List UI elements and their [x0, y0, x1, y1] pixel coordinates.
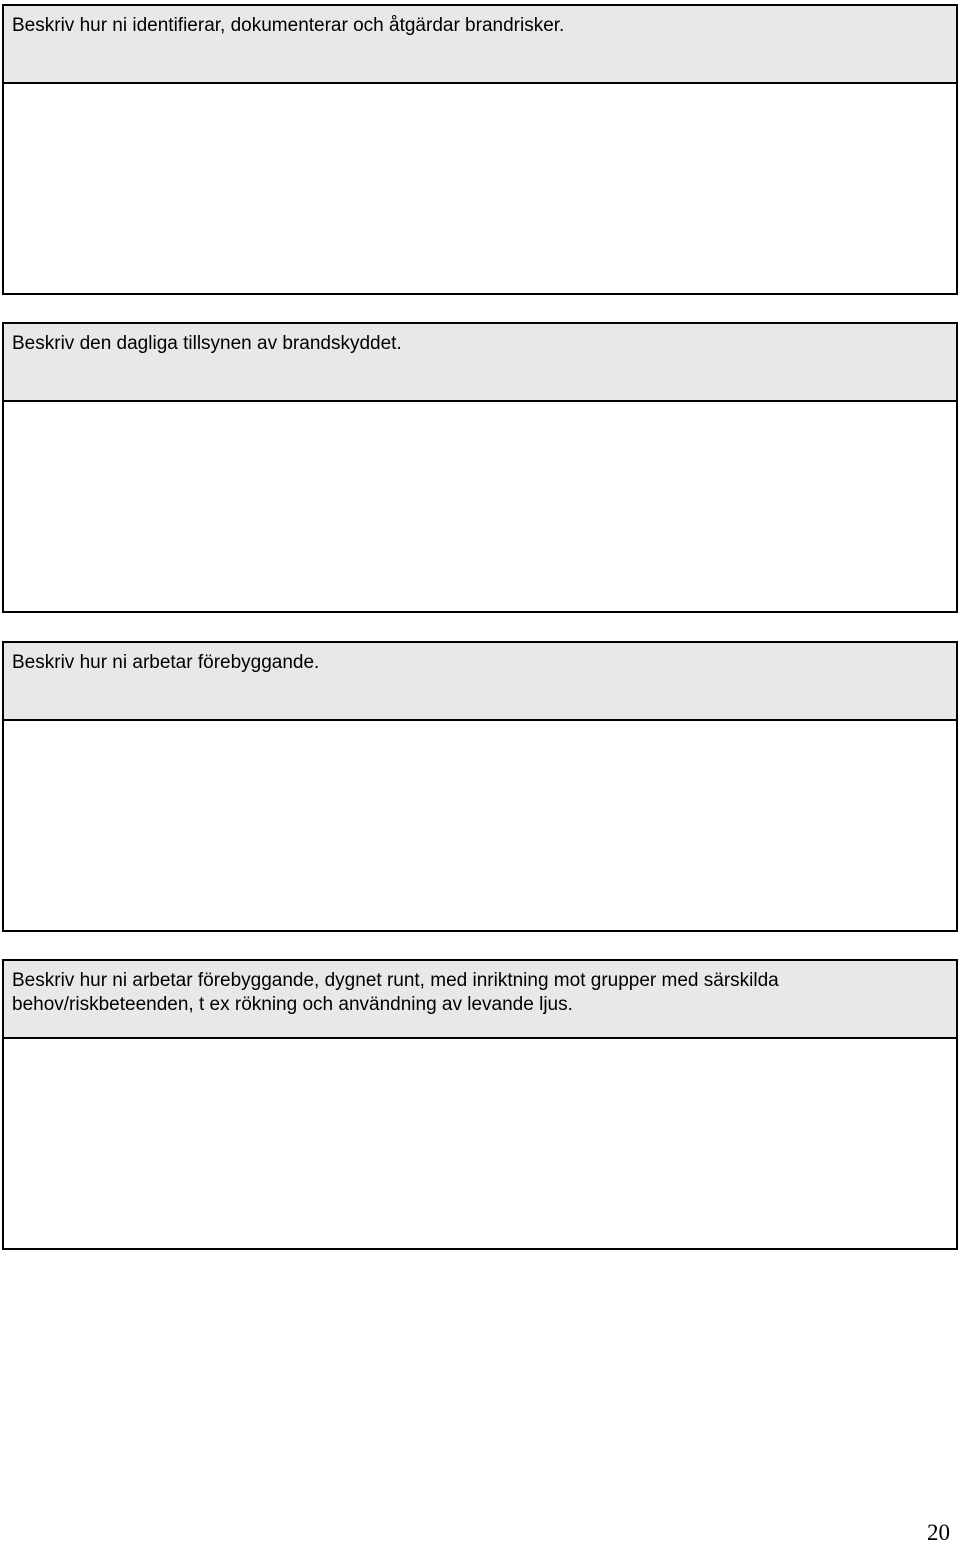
question-block-fire-risks [2, 4, 958, 295]
question-prompt: Beskriv hur ni identifierar, dokumenterar och åtgärdar brandrisker. [4, 6, 956, 84]
question-block-daily-supervision [2, 322, 958, 613]
answer-field[interactable] [4, 84, 956, 293]
question-block-preventive-work [2, 641, 958, 932]
question-prompt: Beskriv den dagliga tillsynen av brandskyddet. [4, 324, 956, 402]
question-block-special-needs-groups [2, 959, 958, 1250]
answer-field[interactable] [4, 402, 956, 611]
question-prompt: Beskriv hur ni arbetar förebyggande, dygnet runt, med inriktning mot grupper med särskilda behov/riskbeteenden, t ex rökning och användning av levande ljus. [4, 961, 956, 1039]
answer-field[interactable] [4, 721, 956, 930]
page-number: 20 [927, 1520, 950, 1545]
question-prompt: Beskriv hur ni arbetar förebyggande. [4, 643, 956, 721]
answer-field[interactable] [4, 1039, 956, 1248]
